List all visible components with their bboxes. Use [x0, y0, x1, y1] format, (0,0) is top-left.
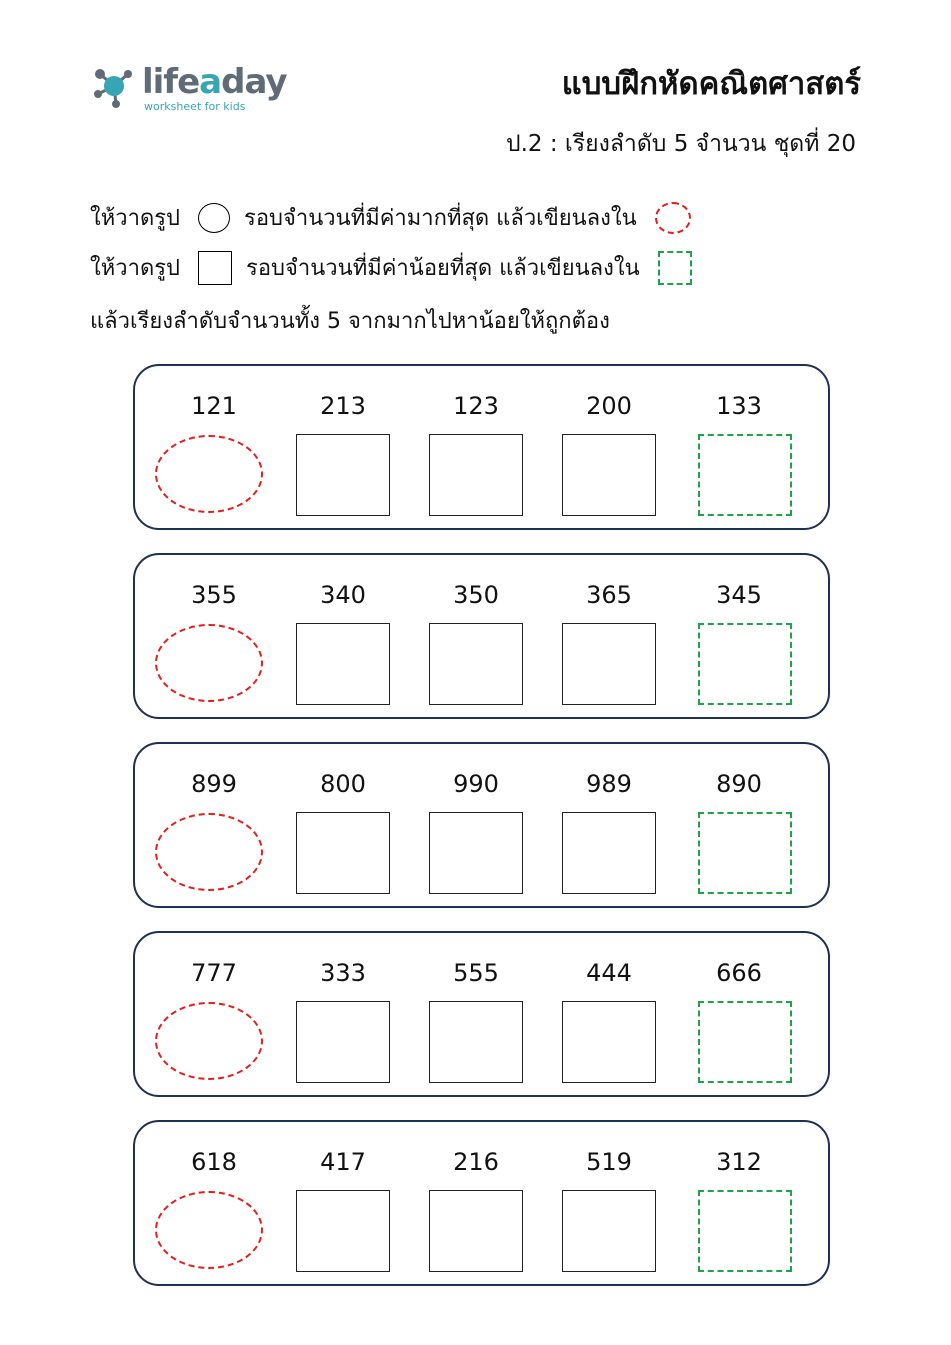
page-title: แบบฝึกหัดคณิตศาสตร์ — [561, 66, 861, 102]
number: 133 — [716, 392, 762, 420]
number: 555 — [453, 959, 499, 987]
answer-box[interactable] — [562, 1190, 656, 1272]
number: 890 — [716, 770, 762, 798]
answer-box[interactable] — [429, 1001, 523, 1083]
answer-box[interactable] — [429, 812, 523, 894]
max-answer-oval[interactable] — [155, 813, 263, 891]
problem-row-3 — [133, 742, 830, 908]
instruction-text: รอบจำนวนที่มีค่าน้อยที่สุด แล้วเขียนลงใน — [246, 256, 640, 281]
problem-row-4 — [133, 931, 830, 1097]
number: 355 — [191, 581, 237, 609]
number: 417 — [320, 1148, 366, 1176]
molecule-logo-icon — [90, 60, 138, 110]
green-dashed-square-icon — [658, 251, 692, 285]
max-answer-oval[interactable] — [155, 435, 263, 513]
number: 333 — [320, 959, 366, 987]
answer-box[interactable] — [296, 623, 390, 705]
max-answer-oval[interactable] — [155, 1191, 263, 1269]
brand-logo — [90, 60, 290, 116]
min-answer-box[interactable] — [698, 1001, 792, 1083]
answer-box[interactable] — [429, 1190, 523, 1272]
answer-box[interactable] — [429, 434, 523, 516]
answer-box[interactable] — [296, 1001, 390, 1083]
number: 216 — [453, 1148, 499, 1176]
instruction-text: ให้วาดรูป — [90, 206, 181, 231]
answer-box[interactable] — [429, 623, 523, 705]
number: 990 — [453, 770, 499, 798]
number: 365 — [586, 581, 632, 609]
brand-tagline: worksheet for kids — [144, 100, 246, 113]
answer-box[interactable] — [562, 434, 656, 516]
number: 350 — [453, 581, 499, 609]
min-answer-box[interactable] — [698, 812, 792, 894]
number: 800 — [320, 770, 366, 798]
square-shape-icon — [198, 251, 232, 285]
number: 121 — [191, 392, 237, 420]
number: 618 — [191, 1148, 237, 1176]
number: 123 — [453, 392, 499, 420]
problem-row-1 — [133, 364, 830, 530]
answer-box[interactable] — [296, 1190, 390, 1272]
number: 340 — [320, 581, 366, 609]
number: 345 — [716, 581, 762, 609]
answer-box[interactable] — [296, 434, 390, 516]
number: 200 — [586, 392, 632, 420]
page-subtitle: ป.2 : เรียงลำดับ 5 จำนวน ชุดที่ 20 — [506, 131, 856, 157]
instruction-line-3: แล้วเรียงลำดับจำนวนทั้ง 5 จากมากไปหาน้อยให้ถูกต้อง — [90, 309, 610, 334]
instruction-text: รอบจำนวนที่มีค่ามากที่สุด แล้วเขียนลงใน — [244, 206, 637, 231]
answer-box[interactable] — [562, 623, 656, 705]
max-answer-oval[interactable] — [155, 624, 263, 702]
number: 213 — [320, 392, 366, 420]
number: 312 — [716, 1148, 762, 1176]
max-answer-oval[interactable] — [155, 1002, 263, 1080]
instruction-line-1 — [90, 200, 705, 235]
min-answer-box[interactable] — [698, 434, 792, 516]
number: 519 — [586, 1148, 632, 1176]
number: 777 — [191, 959, 237, 987]
instruction-text: ให้วาดรูป — [90, 256, 181, 281]
answer-box[interactable] — [562, 1001, 656, 1083]
problem-row-2 — [133, 553, 830, 719]
number: 666 — [716, 959, 762, 987]
brand-name: lifeaday — [142, 62, 287, 102]
instruction-line-2 — [90, 250, 706, 285]
red-dashed-oval-icon — [655, 202, 691, 234]
problem-row-5 — [133, 1120, 830, 1286]
number: 989 — [586, 770, 632, 798]
circle-shape-icon — [198, 203, 230, 233]
answer-box[interactable] — [562, 812, 656, 894]
number: 899 — [191, 770, 237, 798]
number: 444 — [586, 959, 632, 987]
answer-box[interactable] — [296, 812, 390, 894]
min-answer-box[interactable] — [698, 623, 792, 705]
min-answer-box[interactable] — [698, 1190, 792, 1272]
